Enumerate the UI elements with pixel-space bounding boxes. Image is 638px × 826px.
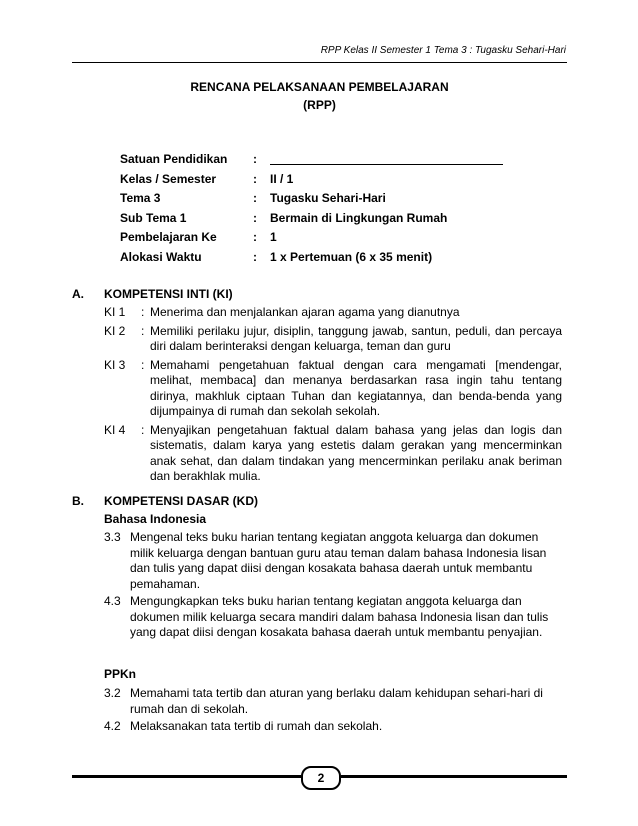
ki-text: Memiliki perilaku jujur, disiplin, tanggung jawab, santun, peduli, dan percaya diri dalam berinteraksi dengan keluarga, teman dan guru [150, 323, 562, 353]
info-colon: : [253, 171, 257, 186]
kd-code: 4.2 [104, 719, 121, 733]
running-header: RPP Kelas II Semester 1 Tema 3 : Tugasku Sehari-Hari [320, 45, 566, 56]
kd-code: 4.3 [104, 594, 121, 608]
info-row-kelas-semester [120, 172, 503, 192]
kd-list-bahasa-indonesia [104, 530, 564, 643]
subject-heading-bahasa-indonesia: Bahasa Indonesia [104, 512, 207, 526]
subject-heading-ppkn: PPKn [104, 667, 137, 681]
info-row-pembelajaran-ke [120, 230, 503, 250]
info-value: 1 x Pertemuan (6 x 35 menit) [270, 249, 433, 264]
kd-item-3-2 [104, 686, 564, 717]
section-b-letter: B. [72, 494, 84, 508]
identity-table [120, 152, 503, 269]
info-colon: : [253, 191, 257, 205]
page-number: 2 [301, 766, 341, 790]
ki-colon: : [141, 323, 145, 338]
ki-text: Memahami pengetahuan faktual dengan cara mengamati [mendengar, melihat, membaca] dan menanya berdasarkan rasa ingin tahu tentang dirinya, makhluk ciptaan Tuhan dan kegiatannya, dan benda-benda yang dijumpainya di rumah dan sekolah sekolah. [150, 357, 562, 418]
blank-fill-line [270, 152, 503, 165]
kd-code: 3.3 [104, 530, 121, 544]
info-label: Satuan Pendidikan [120, 152, 228, 166]
ki-text: Menyajikan pengetahuan faktual dalam bahasa yang jelas dan logis dan sistematis, dalam karya yang estetis dalam gerakan yang mencerminkan anak sehat, dan dalam tindakan yang mencerminkan perilaku anak beriman dan berakhlak mulia. [150, 422, 562, 483]
ki-item-1 [104, 305, 562, 321]
info-colon: : [253, 152, 257, 166]
ki-item-2 [104, 324, 562, 355]
ki-code: KI 4 [104, 422, 126, 437]
kd-code: 3.2 [104, 686, 121, 700]
ki-code: KI 2 [104, 323, 126, 338]
info-label: Tema 3 [120, 191, 161, 205]
kd-text: Melaksanakan tata tertib di rumah dan sekolah. [130, 719, 383, 733]
section-a-letter: A. [72, 287, 84, 301]
section-b-title: KOMPETENSI DASAR (KD) [104, 494, 259, 508]
footer-rule-right [341, 775, 567, 778]
info-colon: : [253, 230, 257, 244]
ki-list [104, 305, 562, 488]
kd-text: Mengungkapkan teks buku harian tentang kegiatan anggota keluarga dan dokumen milik keluarga secara mandiri dalam bahasa Indonesia lisan dan tulis yang dapat diisi dengan kosakata bahasa daerah untuk membantu penyajian. [130, 594, 549, 639]
footer-rule-left [72, 775, 301, 778]
info-label: Kelas / Semester [120, 171, 217, 186]
kd-text: Memahami tata tertib dan aturan yang berlaku dalam kehidupan sehari-hari di rumah dan di sekolah. [130, 686, 543, 716]
ki-colon: : [141, 422, 145, 437]
info-label: Sub Tema 1 [120, 210, 187, 225]
info-row-sub-tema [120, 211, 503, 231]
ki-text: Menerima dan menjalankan ajaran agama yang dianutnya [150, 305, 460, 319]
ki-item-4 [104, 423, 562, 485]
ki-colon: : [141, 357, 145, 372]
kd-item-4-2 [104, 719, 564, 735]
kd-item-3-3 [104, 530, 564, 592]
kd-item-4-3 [104, 594, 564, 641]
info-label: Alokasi Waktu [120, 249, 202, 264]
ki-code: KI 1 [104, 305, 126, 319]
info-colon: : [253, 210, 257, 225]
ki-code: KI 3 [104, 357, 126, 372]
document-title: RENCANA PELAKSANAAN PEMBELAJARAN [190, 80, 449, 94]
info-value: Bermain di Lingkungan Rumah [270, 210, 448, 225]
info-value: II / 1 [270, 171, 294, 186]
info-value: Tugasku Sehari-Hari [270, 191, 386, 205]
info-row-satuan-pendidikan [120, 152, 503, 172]
document-subtitle: (RPP) [303, 98, 336, 112]
ki-colon: : [141, 305, 145, 319]
info-row-tema [120, 191, 503, 211]
info-row-alokasi-waktu [120, 250, 503, 270]
ki-item-3 [104, 358, 562, 420]
header-rule [72, 62, 567, 63]
kd-list-ppkn [104, 686, 564, 737]
info-label: Pembelajaran Ke [120, 230, 217, 244]
info-colon: : [253, 249, 257, 264]
kd-text: Mengenal teks buku harian tentang kegiatan anggota keluarga dan dokumen milik keluarga dengan bantuan guru atau teman dalam bahasa Indonesia lisan dan tulis yang dapat diisi dengan kosakata bahasa daerah untuk membantu pemahaman. [130, 530, 547, 591]
info-value: 1 [270, 230, 277, 244]
section-a-title: KOMPETENSI INTI (KI) [104, 287, 233, 301]
